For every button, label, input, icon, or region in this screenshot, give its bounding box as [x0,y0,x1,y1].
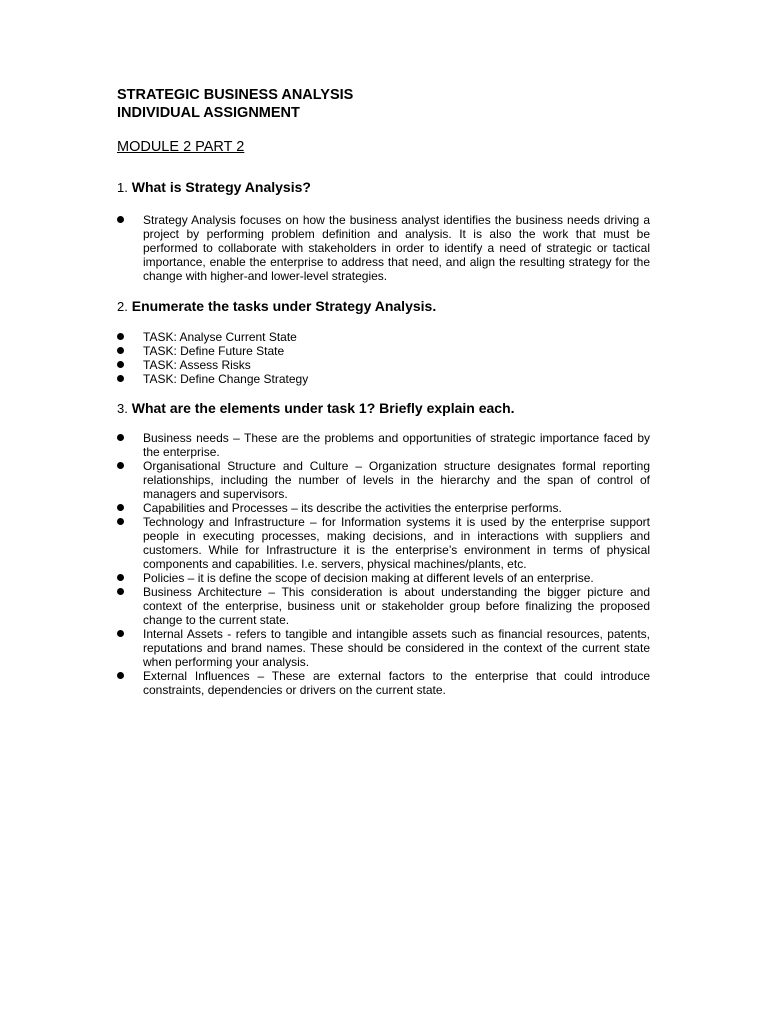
bullet-icon [117,504,124,511]
bullet-icon [117,462,124,469]
list-item-text: TASK: Define Change Strategy [143,372,309,386]
bullet-icon [117,361,124,368]
question-3-answer-list [117,431,650,697]
question-1-heading [117,178,650,197]
document-title-line-2: INDIVIDUAL ASSIGNMENT [117,105,300,121]
list-item [117,213,650,283]
document-title-line-1: STRATEGIC BUSINESS ANALYSIS [117,87,354,103]
question-2-answer-list [117,330,650,386]
list-item-text: Policies – it is define the scope of decision making at different levels of an enterprise. [143,571,594,585]
list-item [117,627,650,669]
bullet-icon [117,672,124,679]
question-2-number: 2. [117,299,128,314]
list-item [117,372,650,386]
list-item-text: External Influences – These are external factors to the enterprise that could introduce constraints, dependencies or drivers on the current state. [143,669,650,697]
list-item [117,501,650,515]
bullet-icon [117,518,124,525]
bullet-icon [117,574,124,581]
list-item [117,459,650,501]
question-3-number: 3. [117,401,128,416]
bullet-icon [117,375,124,382]
list-item [117,515,650,571]
list-item-text: TASK: Define Future State [143,344,285,358]
question-2-heading [117,297,650,316]
question-3-heading [117,399,650,418]
list-item [117,585,650,627]
list-item-text: Internal Assets - refers to tangible and intangible assets such as financial resources, patents, reputations and brand names. These should be considered in the context of the current state when performing your analysis. [143,627,650,669]
bullet-icon [117,434,124,441]
list-item [117,431,650,459]
list-item-text: Business needs – These are the problems and opportunities of strategic importance faced by the enterprise. [143,431,650,459]
list-item-text: Strategy Analysis focuses on how the business analyst identifies the business needs driving a project by performing problem definition and analysis. It is also the work that must be performed to collaborate with stakeholders in order to identify a need of strategic or tactical importance, enable the enterprise to address that need, and align the resulting strategy for the change with higher-and lower-level strategies. [143,213,650,283]
list-item-text: Technology and Infrastructure – for Information systems it is used by the enterprise support people in executing processes, making decisions, and in interactions with suppliers and customers. While for Infrastructure it is the enterprise’s environment in terms of physical components and capabilities. I.e. servers, physical machines/plants, etc. [143,515,650,571]
list-item [117,571,650,585]
question-3-text: What are the elements under task 1? Briefly explain each. [131,400,515,416]
question-1-text: What is Strategy Analysis? [131,179,311,195]
list-item-text: Organisational Structure and Culture – Organization structure designates formal reporting relationships, including the number of levels in the hierarchy and the span of control of managers and supervisors. [143,459,650,501]
bullet-icon [117,588,124,595]
list-item [117,330,650,344]
list-item [117,358,650,372]
module-heading: MODULE 2 PART 2 [117,139,245,155]
list-item [117,669,650,697]
question-2-text: Enumerate the tasks under Strategy Analysis. [131,298,437,314]
list-item-text: TASK: Analyse Current State [143,330,297,344]
bullet-icon [117,216,124,223]
list-item [117,344,650,358]
question-1-number: 1. [117,180,128,195]
question-1-answer-list [117,213,650,283]
document-page [117,86,650,697]
bullet-icon [117,630,124,637]
bullet-icon [117,333,124,340]
list-item-text: TASK: Assess Risks [143,358,251,372]
list-item-text: Business Architecture – This consideration is about understanding the bigger picture and context of the enterprise, business unit or stakeholder group before finalizing the proposed change to the current state. [143,585,650,627]
bullet-icon [117,347,124,354]
list-item-text: Capabilities and Processes – its describe the activities the enterprise performs. [143,501,562,515]
